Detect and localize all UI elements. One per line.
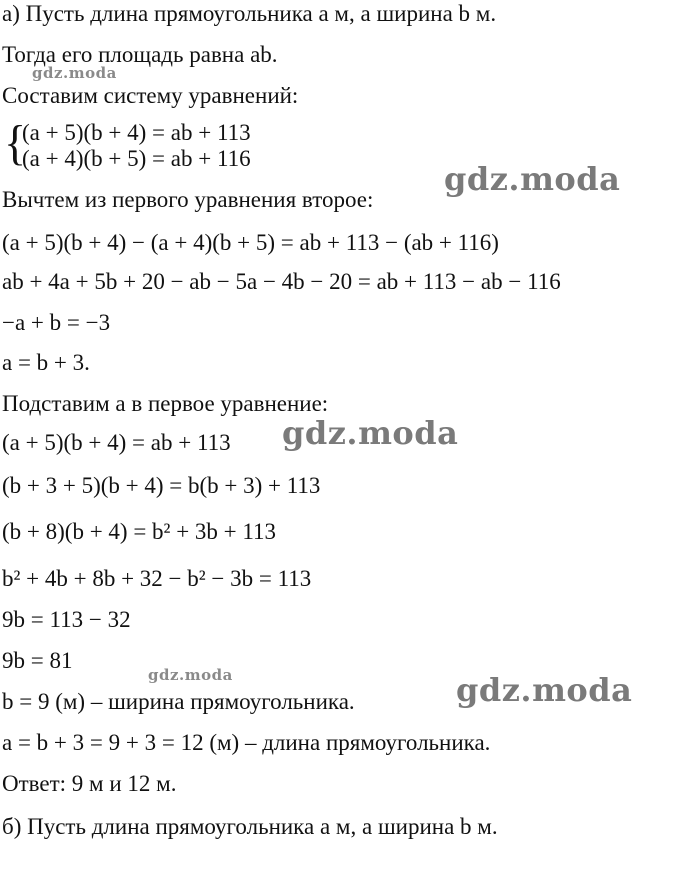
line-system-intro: Составим систему уравнений: (2, 83, 299, 108)
line-eq-first: (a + 5)(b + 4) = ab + 113 (2, 430, 231, 455)
watermark-small-2: gdz.moda (148, 666, 233, 684)
line-width-result: b = 9 (м) – ширина прямоугольника. (2, 689, 355, 714)
watermark-large-3: gdz.moda (456, 671, 633, 709)
line-intro: а) Пусть длина прямоугольника a м, а ширина b м. (2, 1, 497, 26)
line-eq-difference: (a + 5)(b + 4) − (a + 4)(b + 5) = ab + 113 − (ab + 116) (2, 230, 499, 255)
system-brace: { (4, 115, 27, 170)
line-length-result: a = b + 3 = 9 + 3 = 12 (м) – длина прямоугольника. (2, 730, 491, 755)
line-9b-diff: 9b = 113 − 32 (2, 607, 131, 632)
line-eq-substituted: (b + 3 + 5)(b + 4) = b(b + 3) + 113 (2, 473, 321, 498)
system-equation-2: (a + 4)(b + 5) = ab + 116 (22, 146, 251, 171)
line-eq-simplified: −a + b = −3 (2, 310, 111, 335)
system-equation-1: (a + 5)(b + 4) = ab + 113 (22, 120, 251, 145)
line-eq-b8: (b + 8)(b + 4) = b² + 3b + 113 (2, 519, 277, 544)
line-part-b: б) Пусть длина прямоугольника a м, а ширина b м. (2, 814, 498, 839)
watermark-large-2: gdz.moda (282, 414, 459, 452)
line-answer: Ответ: 9 м и 12 м. (2, 771, 177, 796)
line-eq-open: b² + 4b + 8b + 32 − b² − 3b = 113 (2, 566, 312, 591)
watermark-large-1: gdz.moda (444, 160, 621, 198)
line-area: Тогда его площадь равна ab. (2, 42, 278, 67)
watermark-small-1: gdz.moda (32, 64, 117, 82)
line-eq-expanded: ab + 4a + 5b + 20 − ab − 5a − 4b − 20 = ab + 113 − ab − 116 (2, 269, 561, 294)
line-a-expression: a = b + 3. (2, 350, 90, 375)
line-subtract: Вычтем из первого уравнения второе: (2, 187, 374, 212)
line-9b-81: 9b = 81 (2, 648, 73, 673)
line-substitute: Подставим a в первое уравнение: (2, 391, 329, 416)
